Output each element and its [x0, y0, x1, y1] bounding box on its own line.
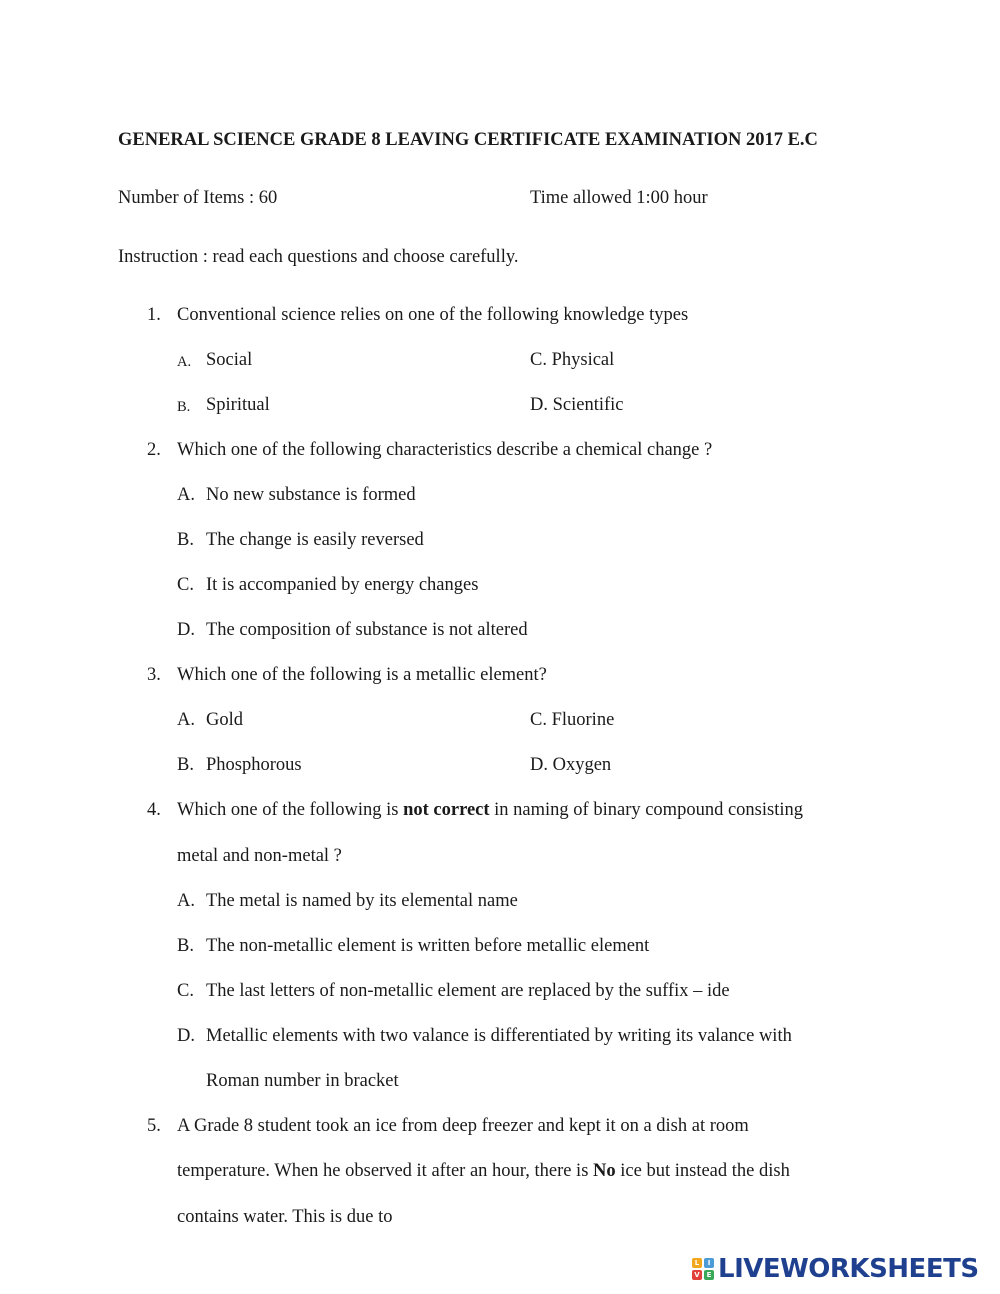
- option-letter: A.: [177, 891, 195, 911]
- question-number: 3.: [147, 665, 161, 685]
- option-text: Metallic elements with two valance is differentiated by writing its valance with: [206, 1026, 792, 1046]
- option-text: It is accompanied by energy changes: [206, 575, 479, 595]
- option-text: The composition of substance is not altered: [206, 620, 528, 640]
- liveworksheets-logo: [692, 1252, 979, 1286]
- question-text-part: temperature. When he observed it after an hour, there is: [177, 1161, 594, 1181]
- option-text: Spiritual: [206, 395, 270, 415]
- question-text-line2: metal and non-metal ?: [177, 846, 342, 866]
- option-letter: D.: [177, 1026, 195, 1046]
- question-number: 5.: [147, 1116, 161, 1136]
- page-title: GENERAL SCIENCE GRADE 8 LEAVING CERTIFICATE EXAMINATION 2017 E.C: [118, 130, 818, 150]
- option-text: D. Oxygen: [530, 755, 612, 775]
- option-text: The metal is named by its elemental name: [206, 891, 518, 911]
- logo-tile: E: [704, 1270, 714, 1280]
- option-text: The last letters of non-metallic element are replaced by the suffix – ide: [206, 981, 730, 1001]
- question-text-part: ice but instead the dish: [615, 1161, 790, 1181]
- option-text: Phosphorous: [206, 755, 302, 775]
- logo-tile: L: [692, 1258, 702, 1268]
- instruction: Instruction : read each questions and choose carefully.: [118, 247, 519, 267]
- option-letter: A.: [177, 354, 192, 370]
- option-letter: B.: [177, 755, 194, 775]
- question-text: [177, 799, 803, 821]
- question-text: Which one of the following characteristics describe a chemical change ?: [177, 440, 713, 460]
- option-text: C. Fluorine: [530, 710, 615, 730]
- emphasis-no: No: [593, 1161, 616, 1181]
- question-text: A Grade 8 student took an ice from deep freezer and kept it on a dish at room: [177, 1116, 749, 1136]
- question-text-line2: [177, 1160, 790, 1182]
- question-number: 4.: [147, 800, 161, 820]
- logo-tile: V: [692, 1270, 702, 1280]
- logo-mark-icon: [692, 1258, 714, 1280]
- option-text: Social: [206, 350, 253, 370]
- option-text: D. Scientific: [530, 395, 624, 415]
- items-count: Number of Items : 60: [118, 188, 278, 208]
- logo-tile: I: [704, 1258, 714, 1268]
- option-letter: A.: [177, 710, 195, 730]
- question-text: Conventional science relies on one of the following knowledge types: [177, 305, 689, 325]
- question-text: Which one of the following is a metallic element?: [177, 665, 547, 685]
- option-letter: B.: [177, 399, 191, 415]
- option-text: C. Physical: [530, 350, 615, 370]
- option-text-line2: Roman number in bracket: [206, 1071, 399, 1091]
- question-text-part: in naming of binary compound consisting: [489, 800, 803, 820]
- option-letter: C.: [177, 981, 194, 1001]
- option-letter: C.: [177, 575, 194, 595]
- time-allowed: Time allowed 1:00 hour: [530, 188, 708, 208]
- option-text: The non-metallic element is written before metallic element: [206, 936, 650, 956]
- logo-text: LIVEWORKSHEETS: [718, 1254, 979, 1284]
- option-letter: A.: [177, 485, 195, 505]
- option-letter: B.: [177, 530, 194, 550]
- option-letter: D.: [177, 620, 195, 640]
- option-text: Gold: [206, 710, 243, 730]
- question-text-line3: contains water. This is due to: [177, 1207, 393, 1227]
- question-text-part: Which one of the following is: [177, 800, 404, 820]
- option-text: No new substance is formed: [206, 485, 416, 505]
- option-text: The change is easily reversed: [206, 530, 424, 550]
- question-number: 2.: [147, 440, 161, 460]
- emphasis-not-correct: not correct: [403, 800, 490, 820]
- question-number: 1.: [147, 305, 161, 325]
- option-letter: B.: [177, 936, 194, 956]
